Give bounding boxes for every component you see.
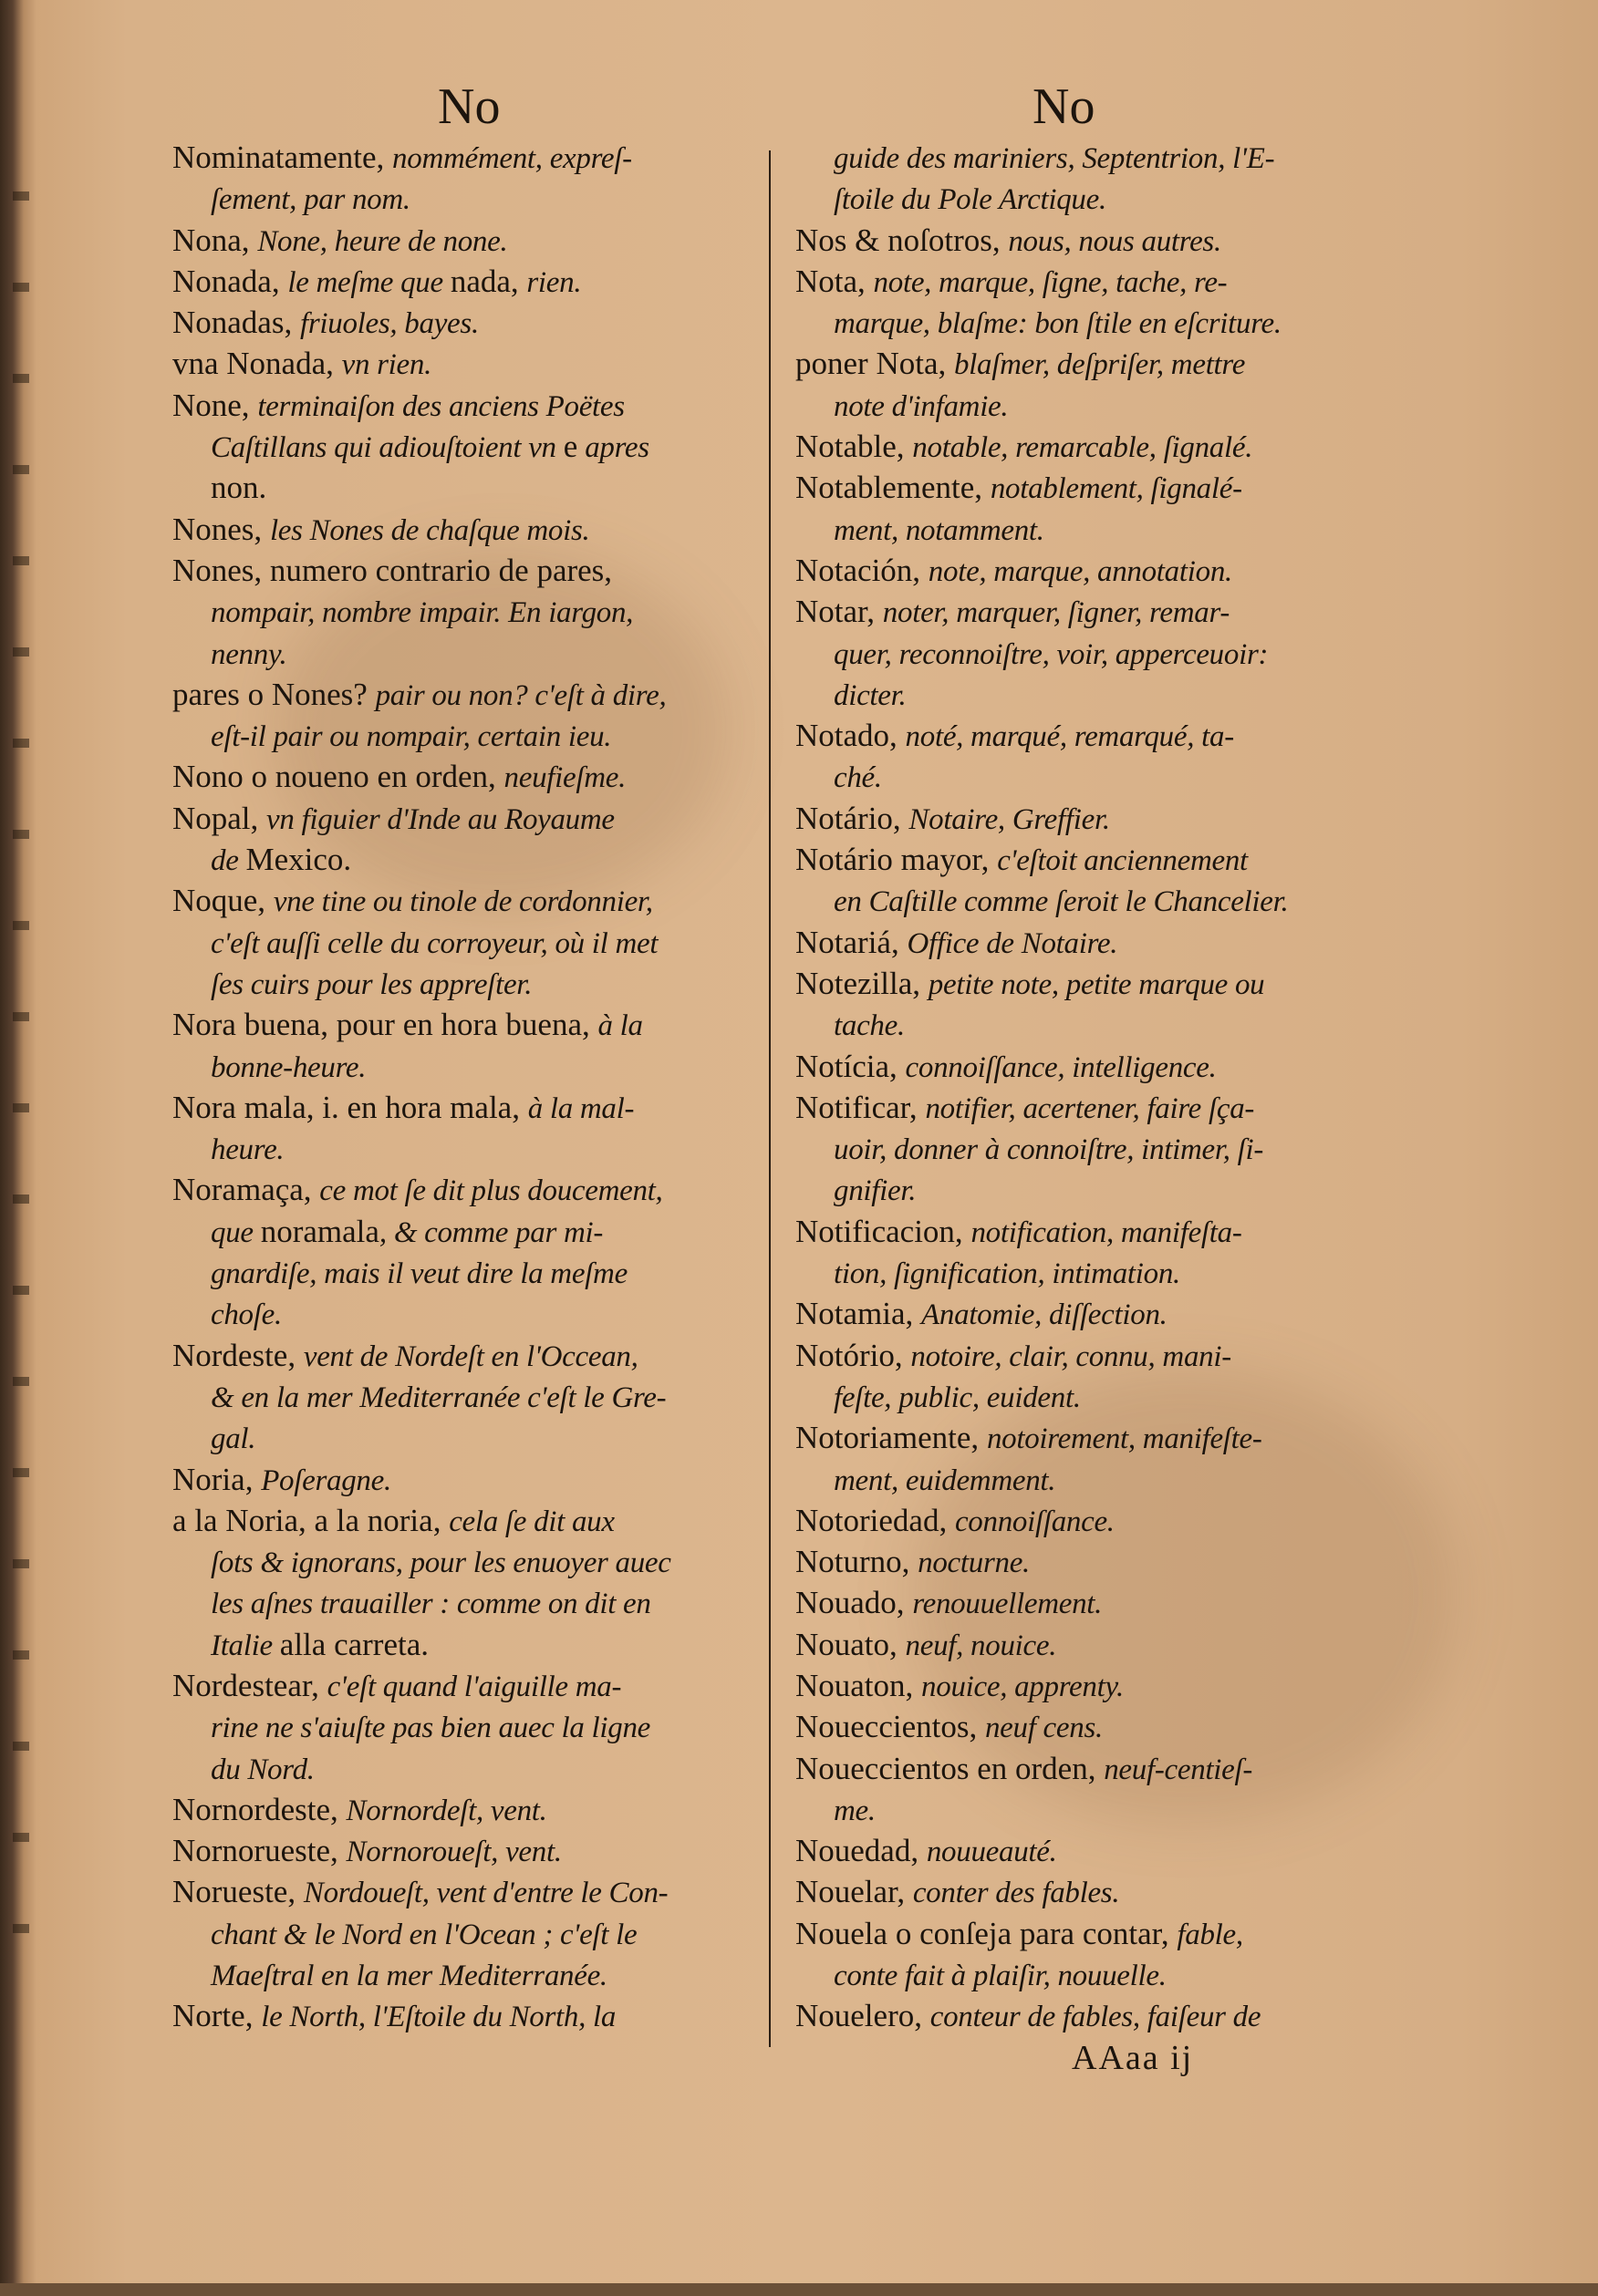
- french-definition: bonne-heure.: [211, 1050, 367, 1084]
- french-definition: ment, notamment.: [834, 513, 1044, 547]
- entry-line: [172, 1335, 761, 1376]
- spanish-term: Nornorueste,: [172, 1833, 347, 1869]
- spanish-term: noramala: [260, 1213, 379, 1249]
- left-column-header: No: [438, 78, 501, 135]
- entry-line: [172, 674, 761, 715]
- entry-continuation-line: [795, 1789, 1384, 1830]
- french-definition: neuf, nouice.: [905, 1629, 1057, 1662]
- spanish-term: Notoriamente,: [795, 1420, 987, 1456]
- spanish-term: Nouedad,: [795, 1833, 927, 1869]
- spanish-term: Nornordeste,: [172, 1791, 347, 1827]
- entry-continuation-line: [172, 1417, 761, 1458]
- spanish-term: Nones,: [172, 511, 270, 547]
- entry-line: [172, 509, 761, 550]
- entry-line: [172, 261, 761, 302]
- entry-continuation-line: [172, 1706, 761, 1747]
- entry-line: [172, 1665, 761, 1706]
- french-definition: , & comme par mi-: [379, 1215, 604, 1249]
- spanish-term: Nos & noſotros,: [795, 222, 1009, 258]
- entry-line: [795, 1871, 1384, 1912]
- entry-line: [795, 1087, 1384, 1128]
- entry-continuation-line: [172, 633, 761, 674]
- spanish-term: Norueste,: [172, 1874, 304, 1910]
- french-definition: neuf-centieſ-: [1104, 1753, 1253, 1786]
- french-definition: rine ne s'aiuſte pas bien auec la ligne: [211, 1712, 651, 1745]
- french-definition: nenny.: [211, 637, 287, 671]
- french-definition: notable, remarcable, ſignalé.: [912, 431, 1253, 465]
- entry-line: [795, 715, 1384, 756]
- french-definition: fable,: [1177, 1918, 1243, 1951]
- entry-line: [795, 1417, 1384, 1458]
- spanish-term: Notário,: [795, 800, 909, 836]
- entry-line: [172, 137, 761, 178]
- french-definition: note, marque, ſigne, tache, re-: [873, 265, 1228, 299]
- french-definition: uoir, donner à connoiſtre, intimer, ſi-: [834, 1133, 1264, 1167]
- entry-line: [795, 591, 1384, 632]
- spanish-term: Notable,: [795, 429, 913, 465]
- french-definition: Nordoueſt, vent d'entre le Con-: [303, 1877, 669, 1910]
- spanish-term: Nones, numero contrario de pares,: [172, 552, 613, 588]
- french-definition: ment, euidemment.: [834, 1463, 1056, 1497]
- spanish-term: Nona,: [172, 222, 258, 258]
- french-definition: tache.: [834, 1009, 905, 1043]
- french-definition: chant & le Nord en l'Ocean ; c'eſt le: [211, 1918, 638, 1951]
- french-definition: None, heure de none.: [257, 224, 508, 258]
- entry-line: [795, 1500, 1384, 1541]
- entry-line: [172, 1459, 761, 1500]
- french-definition: guide des mariniers, Septentrion, l'E-: [834, 142, 1275, 175]
- spanish-term: Nouela o conſeja para contar,: [795, 1915, 1178, 1951]
- french-definition: cela ſe dit aux: [449, 1505, 615, 1538]
- french-definition: neuf cens.: [984, 1712, 1103, 1745]
- french-definition: marque, blaſme: bon ſtile en eſcriture.: [834, 307, 1282, 341]
- spanish-term: Norte,: [172, 1998, 262, 2034]
- french-definition: heure.: [211, 1133, 285, 1167]
- spanish-term: Nono o noueno en orden,: [172, 759, 504, 795]
- entry-line: [795, 1665, 1384, 1706]
- entry-continuation-line: [172, 1582, 761, 1623]
- entry-line: [172, 343, 761, 384]
- french-definition: de: [211, 844, 246, 878]
- french-definition: vent de Nordeſt en l'Occean,: [303, 1339, 638, 1373]
- spanish-term: Nouaton,: [795, 1667, 922, 1703]
- french-definition: Anatomie, diſſection.: [921, 1298, 1167, 1332]
- french-definition: blaſmer, deſpriſer, mettre: [953, 348, 1246, 382]
- french-definition: Office de Notaire.: [907, 926, 1118, 960]
- french-definition: du Nord.: [211, 1753, 315, 1786]
- right-column: [795, 137, 1384, 2037]
- entry-continuation-line: [172, 715, 761, 756]
- french-definition: note, marque, annotation.: [928, 554, 1232, 588]
- french-definition: conter des fables.: [912, 1877, 1120, 1910]
- entry-line: [795, 220, 1384, 261]
- entry-line: [795, 1211, 1384, 1252]
- entry-continuation-line: [795, 1004, 1384, 1045]
- french-definition: Poſeragne.: [261, 1463, 391, 1497]
- entry-continuation-line: [172, 178, 761, 219]
- french-definition: c'eſt auſſi celle du corroyeur, où il met: [211, 926, 659, 960]
- french-definition: conte fait à plaiſir, nouuelle.: [834, 1960, 1167, 1993]
- entry-continuation-line: [795, 1252, 1384, 1293]
- entry-line: [795, 426, 1384, 467]
- spanish-term: Notário mayor,: [795, 842, 998, 878]
- french-definition: notifier, acertener, faire ſça-: [925, 1091, 1255, 1125]
- entry-continuation-line: [172, 839, 761, 880]
- entry-line: [795, 1541, 1384, 1582]
- spanish-term: Noueccientos en orden,: [795, 1750, 1105, 1786]
- french-definition: ſes cuirs pour les appreſter.: [211, 967, 533, 1001]
- entry-continuation-line: [795, 509, 1384, 550]
- entry-line: [172, 756, 761, 797]
- entry-line: [172, 302, 761, 343]
- page-bottom-edge: [0, 2283, 1598, 2296]
- french-definition: tion, ſignification, intimation.: [834, 1257, 1180, 1291]
- entry-continuation-line: [795, 302, 1384, 343]
- french-definition: nous, nous autres.: [1008, 224, 1221, 258]
- spanish-term: Nouato,: [795, 1626, 906, 1662]
- spanish-term: Notablemente,: [795, 470, 991, 506]
- spanish-term: nada,: [450, 263, 527, 299]
- french-definition: terminaiſon des anciens Poëtes: [257, 389, 625, 423]
- spanish-term: Nordeste,: [172, 1337, 304, 1373]
- entry-continuation-line: [172, 963, 761, 1004]
- french-definition: Maeſtral en la mer Mediterranée.: [211, 1960, 607, 1993]
- entry-continuation-line: [172, 1211, 761, 1252]
- french-definition: gnardiſe, mais il veut dire la meſme: [211, 1257, 628, 1291]
- french-definition: le meſme que: [287, 265, 451, 299]
- entry-line: [172, 880, 761, 921]
- spanish-term: e: [563, 429, 578, 465]
- entry-continuation-line: [172, 1624, 761, 1665]
- french-definition: choſe.: [211, 1298, 282, 1332]
- entry-continuation-line: [172, 467, 761, 508]
- entry-continuation-line: [795, 756, 1384, 797]
- entry-line: [795, 1830, 1384, 1871]
- entry-line: [172, 1995, 761, 2036]
- spanish-term: Notoriedad,: [795, 1502, 955, 1538]
- entry-continuation-line: [795, 1459, 1384, 1500]
- spanish-term: Nora buena, pour en hora buena,: [172, 1007, 598, 1043]
- french-definition: à la: [597, 1009, 643, 1043]
- french-definition: ſtoile du Pole Arctique.: [834, 183, 1106, 217]
- entry-continuation-line: [795, 385, 1384, 426]
- entry-line: [795, 550, 1384, 591]
- entry-continuation-line: [795, 1128, 1384, 1169]
- french-definition: notification, manifeſta-: [970, 1215, 1242, 1249]
- entry-line: [795, 839, 1384, 880]
- entry-continuation-line: [795, 178, 1384, 219]
- entry-line: [172, 1169, 761, 1210]
- entry-continuation-line: [172, 1252, 761, 1293]
- entry-line: [795, 1335, 1384, 1376]
- entry-line: [795, 1624, 1384, 1665]
- spanish-term: Notificar,: [795, 1089, 926, 1125]
- spanish-term: poner Nota,: [795, 346, 954, 382]
- french-definition: gnifier.: [834, 1174, 917, 1208]
- entry-continuation-line: [172, 1046, 761, 1087]
- french-definition: rien.: [526, 265, 582, 299]
- french-definition: ſement, par nom.: [211, 183, 410, 217]
- french-definition: les Nones de chaſque mois.: [269, 513, 590, 547]
- french-definition: feſte, public, euident.: [834, 1381, 1081, 1414]
- french-definition: me.: [834, 1794, 876, 1827]
- spanish-term: Noramaça,: [172, 1172, 320, 1208]
- spanish-term: Nonadas,: [172, 305, 300, 341]
- entry-continuation-line: [172, 1541, 761, 1582]
- spanish-term: None,: [172, 387, 258, 423]
- spanish-term: non.: [211, 470, 267, 506]
- french-definition: en Caſtille comme ſeroit le Chancelier.: [834, 885, 1289, 919]
- spanish-term: Noueccientos,: [795, 1709, 985, 1745]
- spanish-term: Notación,: [795, 552, 929, 588]
- french-definition: connoiſſance.: [954, 1505, 1115, 1538]
- french-definition: noté, marqué, remarqué, ta-: [905, 720, 1234, 754]
- entry-line: [795, 1046, 1384, 1087]
- entry-continuation-line: [172, 1913, 761, 1954]
- spanish-term: Nominatamente,: [172, 140, 393, 175]
- french-definition: nocturne.: [918, 1546, 1031, 1580]
- french-definition: petite note, petite marque ou: [928, 967, 1265, 1001]
- french-definition: à la mal-: [527, 1091, 635, 1125]
- french-definition: ché.: [834, 761, 882, 795]
- french-definition: & en la mer Mediterranée c'eſt le Gre-: [211, 1381, 667, 1414]
- spanish-term: Nouelar,: [795, 1874, 913, 1910]
- spanish-term: Nouelero,: [795, 1998, 930, 2034]
- entry-continuation-line: [795, 137, 1384, 178]
- french-definition: nouueauté.: [926, 1836, 1057, 1869]
- spanish-term: Notar,: [795, 594, 883, 630]
- binding-edge: [13, 109, 29, 1933]
- spanish-term: Notado,: [795, 718, 906, 754]
- french-definition: Nornordeſt, vent.: [346, 1794, 547, 1827]
- entry-continuation-line: [795, 1954, 1384, 1995]
- entry-line: [172, 1004, 761, 1045]
- spanish-term: Nonada,: [172, 263, 288, 299]
- entry-continuation-line: [795, 880, 1384, 921]
- entry-line: [795, 1706, 1384, 1747]
- entry-line: [172, 798, 761, 839]
- french-definition: que: [211, 1215, 261, 1249]
- french-definition: renouuellement.: [912, 1588, 1103, 1621]
- french-definition: c'eſt quand l'aiguille ma-: [327, 1670, 622, 1703]
- french-definition: c'eſtoit anciennement: [997, 844, 1248, 878]
- french-definition: Caſtillans qui adiouſtoient vn: [211, 431, 564, 465]
- spanish-term: pares o Nones?: [172, 676, 376, 712]
- entry-continuation-line: [172, 1376, 761, 1417]
- french-definition: neufieſme.: [503, 761, 627, 795]
- french-definition: vne tine ou tinole de cordonnier,: [273, 885, 653, 919]
- french-definition: vn figuier d'Inde au Royaume: [266, 802, 615, 836]
- entry-line: [795, 261, 1384, 302]
- spanish-term: Noturno,: [795, 1544, 918, 1580]
- french-definition: vn rien.: [341, 348, 432, 382]
- entry-line: [172, 1871, 761, 1912]
- french-definition: ſots & ignorans, pour les enuoyer auec: [211, 1546, 671, 1580]
- french-definition: connoiſſance, intelligence.: [905, 1050, 1217, 1084]
- spanish-term: Notariá,: [795, 924, 908, 960]
- entry-line: [795, 467, 1384, 508]
- entry-line: [795, 963, 1384, 1004]
- entry-continuation-line: [795, 1376, 1384, 1417]
- entry-line: [795, 922, 1384, 963]
- french-definition: note d'infamie.: [834, 389, 1009, 423]
- spanish-term: Notificacion,: [795, 1213, 971, 1249]
- french-definition: nouice, apprenty.: [921, 1670, 1124, 1703]
- entry-continuation-line: [795, 674, 1384, 715]
- entry-line: [172, 550, 761, 591]
- french-definition: quer, reconnoiſtre, voir, apperceuoir:: [834, 637, 1269, 671]
- french-definition: notoire, clair, connu, mani-: [910, 1339, 1231, 1373]
- entry-continuation-line: [172, 1954, 761, 1995]
- french-definition: ce mot ſe dit plus doucement,: [319, 1174, 663, 1208]
- entry-line: [795, 1995, 1384, 2036]
- entry-line: [795, 1582, 1384, 1623]
- french-definition: notablement, ſignalé-: [990, 472, 1242, 506]
- french-definition: les aſnes trauailler : comme on dit en: [211, 1588, 651, 1621]
- french-definition: noter, marquer, ſigner, remar-: [882, 596, 1230, 630]
- spanish-term: Nordestear,: [172, 1667, 327, 1703]
- entry-line: [172, 220, 761, 261]
- entry-line: [172, 1500, 761, 1541]
- entry-line: [795, 798, 1384, 839]
- french-definition: gal.: [211, 1422, 256, 1456]
- french-definition: pair ou non? c'eſt à dire,: [375, 678, 667, 712]
- entry-continuation-line: [172, 591, 761, 632]
- entry-continuation-line: [795, 633, 1384, 674]
- right-column-header: No: [1032, 78, 1095, 135]
- entry-line: [795, 1748, 1384, 1789]
- french-definition: nommément, expreſ-: [392, 142, 632, 175]
- spanish-term: Noque,: [172, 883, 274, 919]
- entry-continuation-line: [795, 1169, 1384, 1210]
- spanish-term: Nopal,: [172, 800, 267, 836]
- french-definition: Italie: [211, 1629, 280, 1662]
- entry-continuation-line: [172, 922, 761, 963]
- entry-line: [172, 1830, 761, 1871]
- entry-line: [795, 1293, 1384, 1334]
- entry-line: [795, 1913, 1384, 1954]
- french-definition: conteur de fables, faiſeur de: [929, 2001, 1261, 2034]
- entry-line: [795, 343, 1384, 384]
- spanish-term: Nora mala, i. en hora mala,: [172, 1089, 528, 1125]
- spanish-term: Noria,: [172, 1461, 262, 1497]
- left-column: [172, 137, 761, 2037]
- french-definition: notoirement, manifeſte-: [986, 1422, 1262, 1456]
- spanish-term: Nouado,: [795, 1585, 913, 1621]
- french-definition: Notaire, Greffier.: [908, 802, 1110, 836]
- french-definition: nompair, nombre impair. En iargon,: [211, 596, 634, 630]
- spanish-term: Notório,: [795, 1337, 911, 1373]
- spanish-term: a la Noria, a la noria,: [172, 1502, 450, 1538]
- french-definition: apres: [577, 431, 649, 465]
- french-definition: friuoles, bayes.: [299, 307, 479, 341]
- spanish-term: Mexico.: [245, 842, 352, 878]
- entry-continuation-line: [172, 1293, 761, 1334]
- spanish-term: Nota,: [795, 263, 874, 299]
- entry-line: [172, 1087, 761, 1128]
- spanish-term: Notamia,: [795, 1296, 922, 1332]
- spanish-term: Notezilla,: [795, 965, 929, 1001]
- entry-line: [172, 385, 761, 426]
- entry-line: [172, 1789, 761, 1830]
- entry-continuation-line: [172, 1748, 761, 1789]
- french-definition: Nornoroueſt, vent.: [346, 1836, 562, 1869]
- column-divider: [769, 150, 771, 2047]
- entry-continuation-line: [172, 1128, 761, 1169]
- signature-mark: AAaa ij: [1072, 2039, 1194, 2077]
- entry-continuation-line: [172, 426, 761, 467]
- spanish-term: Notícia,: [795, 1048, 906, 1084]
- spanish-term: alla carreta.: [279, 1626, 429, 1662]
- french-definition: eſt-il pair ou nompair, certain ieu.: [211, 720, 612, 754]
- french-definition: dicter.: [834, 678, 907, 712]
- french-definition: le North, l'Eſtoile du North, la: [261, 2001, 617, 2034]
- spanish-term: vna Nonada,: [172, 346, 342, 382]
